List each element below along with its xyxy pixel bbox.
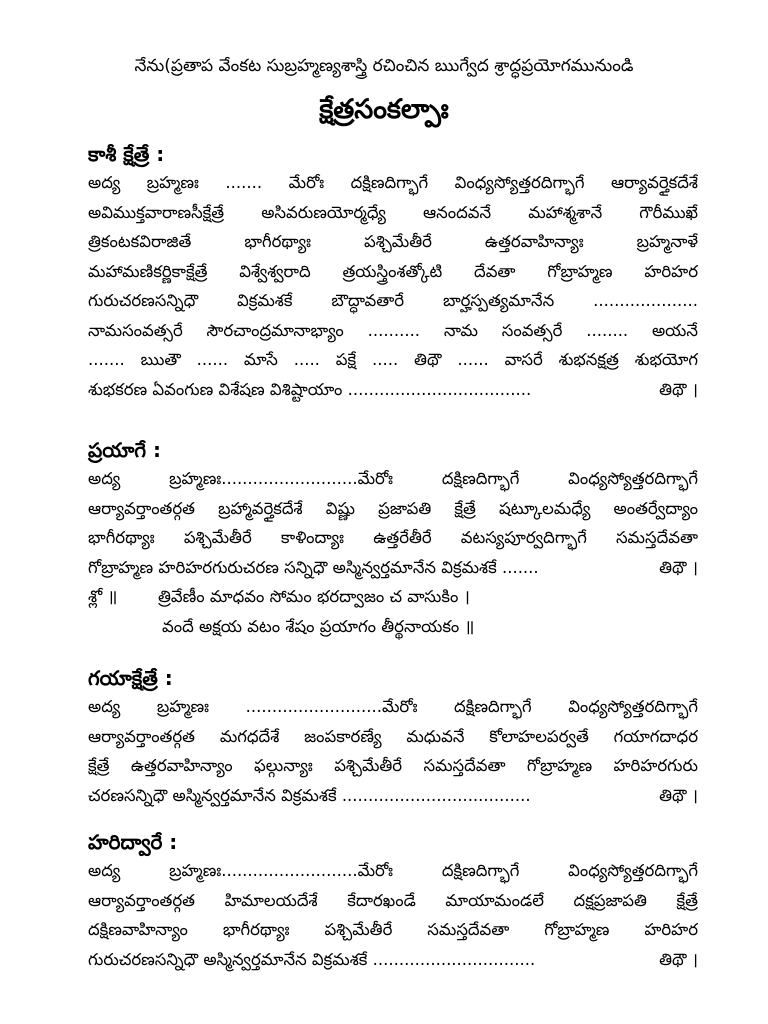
text-line-last [88,945,698,975]
section-heading-gaya: గయాక్షేత్రే : [88,666,173,690]
verse-line-1 [88,582,698,612]
text-line: భాగీరథ్యాః పశ్చిమేతీరే కాళింద్యాః ఉత్తరేతీరే వటస్యపూర్వదిగ్భాగే సమస్తదేవతా [88,528,698,547]
text-line-last [88,375,698,405]
intro-line: నేను(ప్రతాప వేంకట సుబ్రహ్మణ్యశాస్త్రి రచించిన ఋగ్వేద శ్రాద్ధప్రయోగమునుండి [134,56,634,76]
text-line: ఆర్యావర్తాంతర్గత బ్రహ్మావర్తైకదేశే విష్ణు ప్రజాపతి క్షేత్రే షట్కూలమధ్యే అంతర్వేద్యాం [88,498,698,518]
section-kashi [88,140,698,404]
verse-mark: శ్లో ॥ [88,587,118,606]
text-line: అద్య బ్రహ్మణః ....... మేరోః దక్షిణదిగ్భాగే వింధ్యస్యోత్తరదిగ్భాగే ఆర్యావర్తైకదేశే [88,173,698,192]
text-line-last [88,781,698,811]
text-line: చరణసన్నిధౌ అస్మిన్వర్తమానేన విక్రమశకే .................................... [88,785,531,805]
text-line: అద్య బ్రహ్మణః ..........................మేరోః దక్షిణదిగ్భాగే వింధ్యస్యోత్తరదిగ్భాగే [88,697,698,716]
tithi-ending: తిథౌ । [659,557,698,577]
text-line: అద్య బ్రహ్మణః..........................మేరోః దక్షిణదిగ్భాగే వింధ్యస్యోత్తరదిగ్భాగే [88,861,698,880]
text-line: గురుచరణసన్నిధౌ విక్రమశకే బౌద్ధావతారే బార్హస్పత్యమానేన .................... [88,291,698,310]
text-line: ఆర్యావర్తాంతర్గత మగధదేశే జంపకారణ్యే మధువనే కోలాహలపర్వతే గయాగదాధర [88,726,698,746]
section-prayaga [88,436,698,641]
text-line: అవిముక్తవారాణసీక్షేత్రే అసివరుణయోర్మధ్యే ఆనందవనే మహాశ్మశానే గౌరీముఖే [88,202,698,222]
text-line: గోబ్రాహ్మణ హరిహరగురుచరణ సన్నిధౌ అస్మిన్వర్తమానేన విక్రమశకే ....... [88,557,539,577]
text-line: గురుచరణసన్నిధౌ అస్మిన్వర్తమానేన విక్రమశకే ............................... [88,949,536,969]
text-line: క్షేత్రే ఉత్తరవాహిన్యాం ఫల్గున్యాః పశ్చిమేతీరే సమస్తదేవతా గోబ్రాహ్మణ హరిహరగురు [88,756,698,775]
text-line: దక్షిణవాహిన్యాం భాగీరథ్యాః పశ్చిమేతీరే సమస్తదేవతా గోబ్రాహ్మణ హరిహర [88,920,698,939]
verse-line-2: వందే అక్షయ వటం శేషం ప్రయాగం తీర్థనాయకం ॥ [162,616,475,636]
text-line-last [88,553,698,583]
text-line: ఆర్యావర్తాంతర్గత హిమాలయదేశే కేదారఖండే మాయామండలే దక్షప్రజాపతి క్షేత్రే [88,890,698,910]
text-line: మహామణికర్ణికాక్షేత్రే విశ్వేశ్వరాది త్రయస్త్రింశత్కోటి దేవతా గోబ్రాహ్మణ హరిహర [88,261,698,281]
tithi-ending: తిథౌ । [659,949,698,969]
text-line: నామసంవత్సరే సౌరచాంద్రమానాభ్యాం .......... నామ సంవత్సరే ........ అయనే [88,320,698,340]
section-heading-prayaga: ప్రయాగే : [88,438,161,462]
text-line: అద్య బ్రహ్మణః..........................మేరోః దక్షిణదిగ్భాగే వింధ్యస్యోత్తరదిగ్భాగే [88,469,698,488]
tithi-ending: తిథౌ । [659,379,698,399]
section-heading-haridwar: హరిద్వారే : [88,830,178,854]
page-title: క్షేత్రసంకల్పాః [319,94,449,125]
tithi-ending: తిథౌ । [659,785,698,805]
section-heading-kashi: కాశీ క్షేత్రే : [88,142,165,166]
text-line: ....... ఋతౌ ...... మాసే ..... పక్షే ..... తిథౌ ...... వాసరే శుభనక్షత్ర శుభయోగ [88,350,698,369]
section-haridwar [88,828,698,974]
text-line: శుభకరణ ఏవంగుణ విశేషణ విశిష్టాయాం ................................... [88,379,532,399]
verse-text: త్రివేణీం మాధవం సోమం భరద్వాజం చ వాసుకిం । [158,587,470,606]
section-gaya [88,664,698,810]
text-line: త్రికంటకవిరాజితే భాగీరథ్యాః పశ్చిమేతీరే ఉత్తరవాహిన్యాః బ్రహ్మనాళే [88,232,698,251]
